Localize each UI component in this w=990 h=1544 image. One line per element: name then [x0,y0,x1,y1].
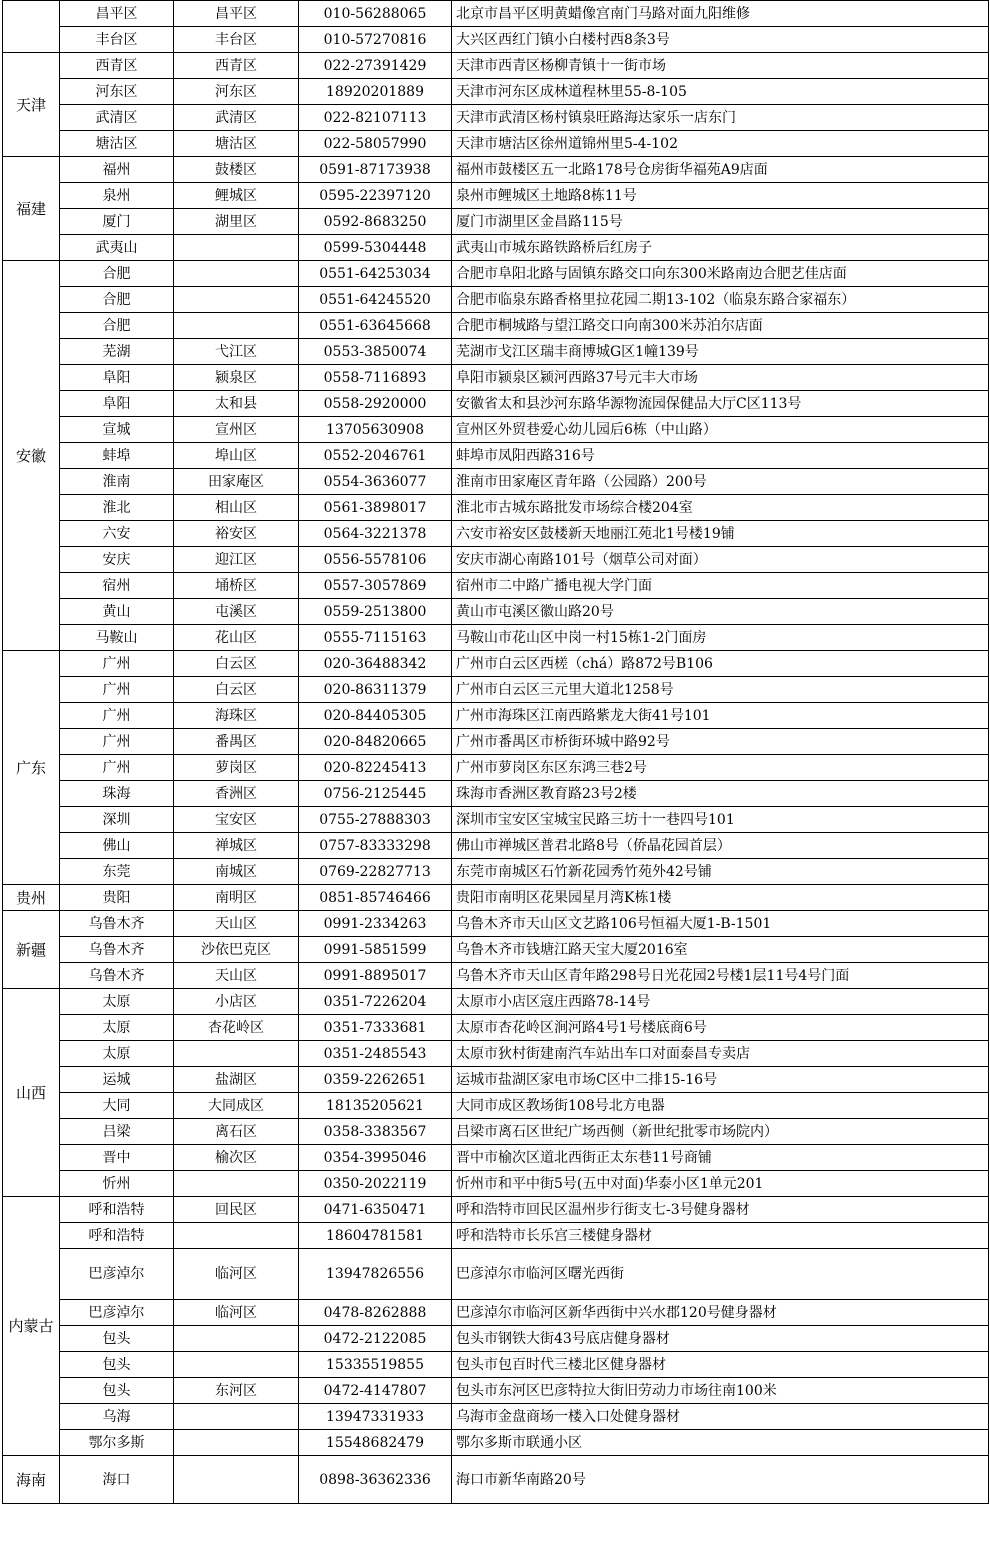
district-cell: 屯溪区 [174,599,299,625]
table-row [3,1015,989,1041]
table-row [3,183,989,209]
addr-cell: 天津市西青区杨柳青镇十一街市场 [452,53,989,79]
addr-cell: 晋中市榆次区道北西街正太东巷11号商铺 [452,1145,989,1171]
district-cell: 南城区 [174,859,299,885]
district-cell [174,1223,299,1249]
table-row [3,313,989,339]
table-row [3,1093,989,1119]
province-cell: 广东 [3,651,60,885]
district-cell: 太和县 [174,391,299,417]
district-cell: 沙依巴克区 [174,937,299,963]
table-row [3,573,989,599]
city-cell: 蚌埠 [60,443,174,469]
city-cell: 合肥 [60,261,174,287]
phone-cell: 020-84820665 [299,729,452,755]
district-cell: 白云区 [174,677,299,703]
city-cell: 乌海 [60,1404,174,1430]
city-cell: 珠海 [60,781,174,807]
phone-cell: 0559-2513800 [299,599,452,625]
city-cell: 包头 [60,1326,174,1352]
phone-cell: 0471-6350471 [299,1197,452,1223]
service-outlet-table [2,0,989,1504]
district-cell: 弋江区 [174,339,299,365]
phone-cell: 0557-3057869 [299,573,452,599]
table-row [3,651,989,677]
addr-cell: 大同市成区教场街108号北方电器 [452,1093,989,1119]
city-cell: 吕梁 [60,1119,174,1145]
phone-cell: 15335519855 [299,1352,452,1378]
city-cell: 广州 [60,677,174,703]
city-cell: 合肥 [60,287,174,313]
addr-cell: 武夷山市城东路铁路桥后红房子 [452,235,989,261]
phone-cell: 0564-3221378 [299,521,452,547]
district-cell: 武清区 [174,105,299,131]
phone-cell: 0991-2334263 [299,911,452,937]
table-row [3,677,989,703]
table-row [3,391,989,417]
district-cell [174,261,299,287]
city-cell: 武夷山 [60,235,174,261]
table-row [3,27,989,53]
addr-cell: 广州市番禺区市桥街环城中路92号 [452,729,989,755]
table-row [3,1171,989,1197]
phone-cell: 0991-5851599 [299,937,452,963]
table-row [3,417,989,443]
table-row [3,443,989,469]
city-cell: 合肥 [60,313,174,339]
addr-cell: 芜湖市戈江区瑞丰商博城G区1幢139号 [452,339,989,365]
table-row [3,625,989,651]
phone-cell: 0478-8262888 [299,1300,452,1326]
district-cell: 迎江区 [174,547,299,573]
city-cell: 丰台区 [60,27,174,53]
city-cell: 河东区 [60,79,174,105]
phone-cell: 022-27391429 [299,53,452,79]
addr-cell: 太原市小店区寇庄西路78-14号 [452,989,989,1015]
city-cell: 宣城 [60,417,174,443]
table-row [3,1145,989,1171]
district-cell: 天山区 [174,963,299,989]
district-cell: 白云区 [174,651,299,677]
district-cell: 南明区 [174,885,299,911]
addr-cell: 马鞍山市花山区中岗一村15栋1-2门面房 [452,625,989,651]
addr-cell: 佛山市禅城区普君北路8号（侨晶花园首层） [452,833,989,859]
table-row [3,859,989,885]
province-cell: 福建 [3,157,60,261]
city-cell: 呼和浩特 [60,1197,174,1223]
city-cell: 武清区 [60,105,174,131]
addr-cell: 包头市包百时代三楼北区健身器材 [452,1352,989,1378]
addr-cell: 海口市新华南路20号 [452,1456,989,1504]
district-cell: 宣州区 [174,417,299,443]
table-row [3,131,989,157]
district-cell: 杏花岭区 [174,1015,299,1041]
phone-cell: 0350-2022119 [299,1171,452,1197]
district-cell: 禅城区 [174,833,299,859]
table-row [3,755,989,781]
addr-cell: 黄山市屯溪区徽山路20号 [452,599,989,625]
addr-cell: 鄂尔多斯市联通小区 [452,1430,989,1456]
city-cell: 黄山 [60,599,174,625]
phone-cell: 020-36488342 [299,651,452,677]
table-row [3,807,989,833]
phone-cell: 0551-64245520 [299,287,452,313]
city-cell: 包头 [60,1352,174,1378]
district-cell: 临河区 [174,1249,299,1300]
table-row [3,1119,989,1145]
addr-cell: 深圳市宝安区宝城宝民路三坊十一巷四号101 [452,807,989,833]
phone-cell: 0359-2262651 [299,1067,452,1093]
district-cell: 西青区 [174,53,299,79]
phone-cell: 0898-36362336 [299,1456,452,1504]
table-row [3,703,989,729]
addr-cell: 运城市盐湖区家电市场C区中二排15-16号 [452,1067,989,1093]
addr-cell: 东莞市南城区石竹新花园秀竹苑外42号铺 [452,859,989,885]
addr-cell: 天津市塘沽区徐州道锦州里5-4-102 [452,131,989,157]
addr-cell: 珠海市香洲区教育路23号2楼 [452,781,989,807]
addr-cell: 乌海市金盘商场一楼入口处健身器材 [452,1404,989,1430]
district-cell: 湖里区 [174,209,299,235]
city-cell: 乌鲁木齐 [60,911,174,937]
phone-cell: 0472-4147807 [299,1378,452,1404]
addr-cell: 广州市白云区三元里大道北1258号 [452,677,989,703]
district-cell: 埇桥区 [174,573,299,599]
district-cell [174,235,299,261]
city-cell: 晋中 [60,1145,174,1171]
city-cell: 鄂尔多斯 [60,1430,174,1456]
city-cell: 贵阳 [60,885,174,911]
addr-cell: 乌鲁木齐市天山区文艺路106号恒福大厦1-B-1501 [452,911,989,937]
phone-cell: 13947331933 [299,1404,452,1430]
district-cell: 小店区 [174,989,299,1015]
city-cell: 广州 [60,651,174,677]
addr-cell: 巴彦淖尔市临河区曙光西街 [452,1249,989,1300]
district-cell: 裕安区 [174,521,299,547]
addr-cell: 太原市杏花岭区涧河路4号1号楼底商6号 [452,1015,989,1041]
addr-cell: 太原市狄村街建南汽车站出车口对面泰昌专卖店 [452,1041,989,1067]
city-cell: 淮南 [60,469,174,495]
city-cell: 厦门 [60,209,174,235]
table-row [3,963,989,989]
phone-cell: 0354-3995046 [299,1145,452,1171]
table-row [3,287,989,313]
city-cell: 太原 [60,1015,174,1041]
table-row [3,1404,989,1430]
district-cell: 盐湖区 [174,1067,299,1093]
table-row [3,79,989,105]
province-cell: 新疆 [3,911,60,989]
city-cell: 泉州 [60,183,174,209]
table-row [3,1430,989,1456]
phone-cell: 18920201889 [299,79,452,105]
phone-cell: 0592-8683250 [299,209,452,235]
table-row [3,365,989,391]
addr-cell: 六安市裕安区鼓楼新天地丽江苑北1号楼19铺 [452,521,989,547]
district-cell: 昌平区 [174,1,299,27]
city-cell: 呼和浩特 [60,1223,174,1249]
city-cell: 昌平区 [60,1,174,27]
table-row [3,885,989,911]
city-cell: 广州 [60,703,174,729]
district-cell: 离石区 [174,1119,299,1145]
addr-cell: 蚌埠市凤阳西路316号 [452,443,989,469]
phone-cell: 020-82245413 [299,755,452,781]
city-cell: 淮北 [60,495,174,521]
district-cell: 香洲区 [174,781,299,807]
table-row [3,833,989,859]
city-cell: 包头 [60,1378,174,1404]
district-cell: 大同成区 [174,1093,299,1119]
table-row [3,1378,989,1404]
table-body [3,1,989,1504]
city-cell: 海口 [60,1456,174,1504]
city-cell: 六安 [60,521,174,547]
district-cell: 天山区 [174,911,299,937]
district-cell: 丰台区 [174,27,299,53]
city-cell: 太原 [60,1041,174,1067]
phone-cell: 13947826556 [299,1249,452,1300]
province-cell: 内蒙古 [3,1197,60,1456]
district-cell: 回民区 [174,1197,299,1223]
addr-cell: 呼和浩特市长乐宫三楼健身器材 [452,1223,989,1249]
addr-cell: 乌鲁木齐市天山区青年路298号日光花园2号楼1层11号4号门面 [452,963,989,989]
addr-cell: 安徽省太和县沙河东路华源物流园保健品大厅C区113号 [452,391,989,417]
city-cell: 芜湖 [60,339,174,365]
district-cell: 田家庵区 [174,469,299,495]
phone-cell: 0558-7116893 [299,365,452,391]
table-row [3,339,989,365]
district-cell: 番禺区 [174,729,299,755]
table-row [3,521,989,547]
table-row [3,1223,989,1249]
addr-cell: 宣州区外贸巷爱心幼儿园后6栋（中山路） [452,417,989,443]
district-cell: 榆次区 [174,1145,299,1171]
city-cell: 宿州 [60,573,174,599]
district-cell: 海珠区 [174,703,299,729]
phone-cell: 0755-27888303 [299,807,452,833]
district-cell [174,1456,299,1504]
city-cell: 大同 [60,1093,174,1119]
district-cell: 萝岗区 [174,755,299,781]
addr-cell: 天津市河东区成林道程林里55-8-105 [452,79,989,105]
addr-cell: 合肥市桐城路与望江路交口向南300米苏泊尔店面 [452,313,989,339]
city-cell: 太原 [60,989,174,1015]
addr-cell: 广州市白云区西槎（chá）路872号B106 [452,651,989,677]
province-cell: 贵州 [3,885,60,911]
district-cell: 塘沽区 [174,131,299,157]
addr-cell: 巴彦淖尔市临河区新华西街中兴水郡120号健身器材 [452,1300,989,1326]
province-cell: 安徽 [3,261,60,651]
district-cell [174,1326,299,1352]
phone-cell: 0756-2125445 [299,781,452,807]
table-row [3,1067,989,1093]
addr-cell: 淮南市田家庵区青年路（公园路）200号 [452,469,989,495]
city-cell: 西青区 [60,53,174,79]
phone-cell: 15548682479 [299,1430,452,1456]
district-cell: 宝安区 [174,807,299,833]
phone-cell: 0351-7333681 [299,1015,452,1041]
table-row [3,781,989,807]
phone-cell: 0554-3636077 [299,469,452,495]
phone-cell: 0757-83333298 [299,833,452,859]
phone-cell: 0556-5578106 [299,547,452,573]
city-cell: 福州 [60,157,174,183]
phone-cell: 0472-2122085 [299,1326,452,1352]
district-cell [174,1404,299,1430]
phone-cell: 0769-22827713 [299,859,452,885]
city-cell: 东莞 [60,859,174,885]
phone-cell: 010-57270816 [299,27,452,53]
addr-cell: 厦门市湖里区金昌路115号 [452,209,989,235]
addr-cell: 广州市萝岗区东区东鸿三巷2号 [452,755,989,781]
city-cell: 忻州 [60,1171,174,1197]
addr-cell: 北京市昌平区明黄蜡像宫南门马路对面九阳维修 [452,1,989,27]
addr-cell: 吕梁市离石区世纪广场西侧（新世纪批零市场院内） [452,1119,989,1145]
phone-cell: 18604781581 [299,1223,452,1249]
addr-cell: 合肥市阜阳北路与固镇东路交口向东300米路南边合肥艺佳店面 [452,261,989,287]
district-cell: 颍泉区 [174,365,299,391]
table-row [3,1041,989,1067]
table-row [3,495,989,521]
district-cell [174,287,299,313]
addr-cell: 忻州市和平中街5号(五中对面)华泰小区1单元201 [452,1171,989,1197]
addr-cell: 包头市钢铁大街43号底店健身器材 [452,1326,989,1352]
addr-cell: 宿州市二中路广播电视大学门面 [452,573,989,599]
city-cell: 广州 [60,729,174,755]
addr-cell: 贵阳市南明区花果园星月湾K栋1楼 [452,885,989,911]
district-cell [174,1430,299,1456]
city-cell: 阜阳 [60,391,174,417]
phone-cell: 0555-7115163 [299,625,452,651]
province-cell [3,1,60,53]
phone-cell: 0551-64253034 [299,261,452,287]
addr-cell: 乌鲁木齐市钱塘江路天宝大厦2016室 [452,937,989,963]
city-cell: 巴彦淖尔 [60,1300,174,1326]
district-cell: 河东区 [174,79,299,105]
city-cell: 深圳 [60,807,174,833]
district-cell: 鼓楼区 [174,157,299,183]
addr-cell: 包头市东河区巴彦特拉大街旧劳动力市场往南100米 [452,1378,989,1404]
addr-cell: 天津市武清区杨村镇泉旺路海达家乐一店东门 [452,105,989,131]
table-row [3,989,989,1015]
phone-cell: 0595-22397120 [299,183,452,209]
table-row [3,911,989,937]
phone-cell: 18135205621 [299,1093,452,1119]
district-cell [174,1041,299,1067]
table-row [3,1197,989,1223]
addr-cell: 阜阳市颍泉区颍河西路37号元丰大市场 [452,365,989,391]
province-cell: 海南 [3,1456,60,1504]
phone-cell: 0551-63645668 [299,313,452,339]
addr-cell: 合肥市临泉东路香格里拉花园二期13-102（临泉东路合家福东） [452,287,989,313]
district-cell: 东河区 [174,1378,299,1404]
phone-cell: 0558-2920000 [299,391,452,417]
phone-cell: 020-86311379 [299,677,452,703]
city-cell: 乌鲁木齐 [60,937,174,963]
addr-cell: 安庆市湖心南路101号（烟草公司对面） [452,547,989,573]
table-row [3,547,989,573]
district-cell: 临河区 [174,1300,299,1326]
table-row [3,729,989,755]
phone-cell: 0552-2046761 [299,443,452,469]
phone-cell: 020-84405305 [299,703,452,729]
addr-cell: 淮北市古城东路批发市场综合楼204室 [452,495,989,521]
phone-cell: 0358-3383567 [299,1119,452,1145]
city-cell: 佛山 [60,833,174,859]
district-cell [174,313,299,339]
phone-cell: 0561-3898017 [299,495,452,521]
table-row [3,157,989,183]
phone-cell: 0599-5304448 [299,235,452,261]
phone-cell: 0991-8895017 [299,963,452,989]
addr-cell: 广州市海珠区江南西路紫龙大街41号101 [452,703,989,729]
phone-cell: 0553-3850074 [299,339,452,365]
table-row [3,469,989,495]
phone-cell: 0591-87173938 [299,157,452,183]
table-row [3,1300,989,1326]
province-cell: 山西 [3,989,60,1197]
phone-cell: 0851-85746466 [299,885,452,911]
city-cell: 巴彦淖尔 [60,1249,174,1300]
addr-cell: 泉州市鲤城区土地路8栋11号 [452,183,989,209]
district-cell [174,1352,299,1378]
addr-cell: 福州市鼓楼区五一北路178号仓房街华福苑A9店面 [452,157,989,183]
phone-cell: 0351-2485543 [299,1041,452,1067]
phone-cell: 0351-7226204 [299,989,452,1015]
table-row [3,599,989,625]
phone-cell: 010-56288065 [299,1,452,27]
city-cell: 运城 [60,1067,174,1093]
table-row [3,209,989,235]
table-row [3,105,989,131]
table-row [3,937,989,963]
table-row [3,1456,989,1504]
city-cell: 广州 [60,755,174,781]
table-row [3,261,989,287]
city-cell: 安庆 [60,547,174,573]
phone-cell: 022-82107113 [299,105,452,131]
district-cell: 花山区 [174,625,299,651]
phone-cell: 022-58057990 [299,131,452,157]
table-row [3,1,989,27]
table-row [3,53,989,79]
table-row [3,1352,989,1378]
district-cell: 埠山区 [174,443,299,469]
city-cell: 塘沽区 [60,131,174,157]
table-row [3,1249,989,1300]
phone-cell: 13705630908 [299,417,452,443]
city-cell: 马鞍山 [60,625,174,651]
district-cell: 相山区 [174,495,299,521]
district-cell: 鲤城区 [174,183,299,209]
district-cell [174,1171,299,1197]
city-cell: 阜阳 [60,365,174,391]
table-row [3,1326,989,1352]
addr-cell: 大兴区西红门镇小白楼村西8条3号 [452,27,989,53]
city-cell: 乌鲁木齐 [60,963,174,989]
province-cell: 天津 [3,53,60,157]
addr-cell: 呼和浩特市回民区温州步行街支七-3号健身器材 [452,1197,989,1223]
table-row [3,235,989,261]
